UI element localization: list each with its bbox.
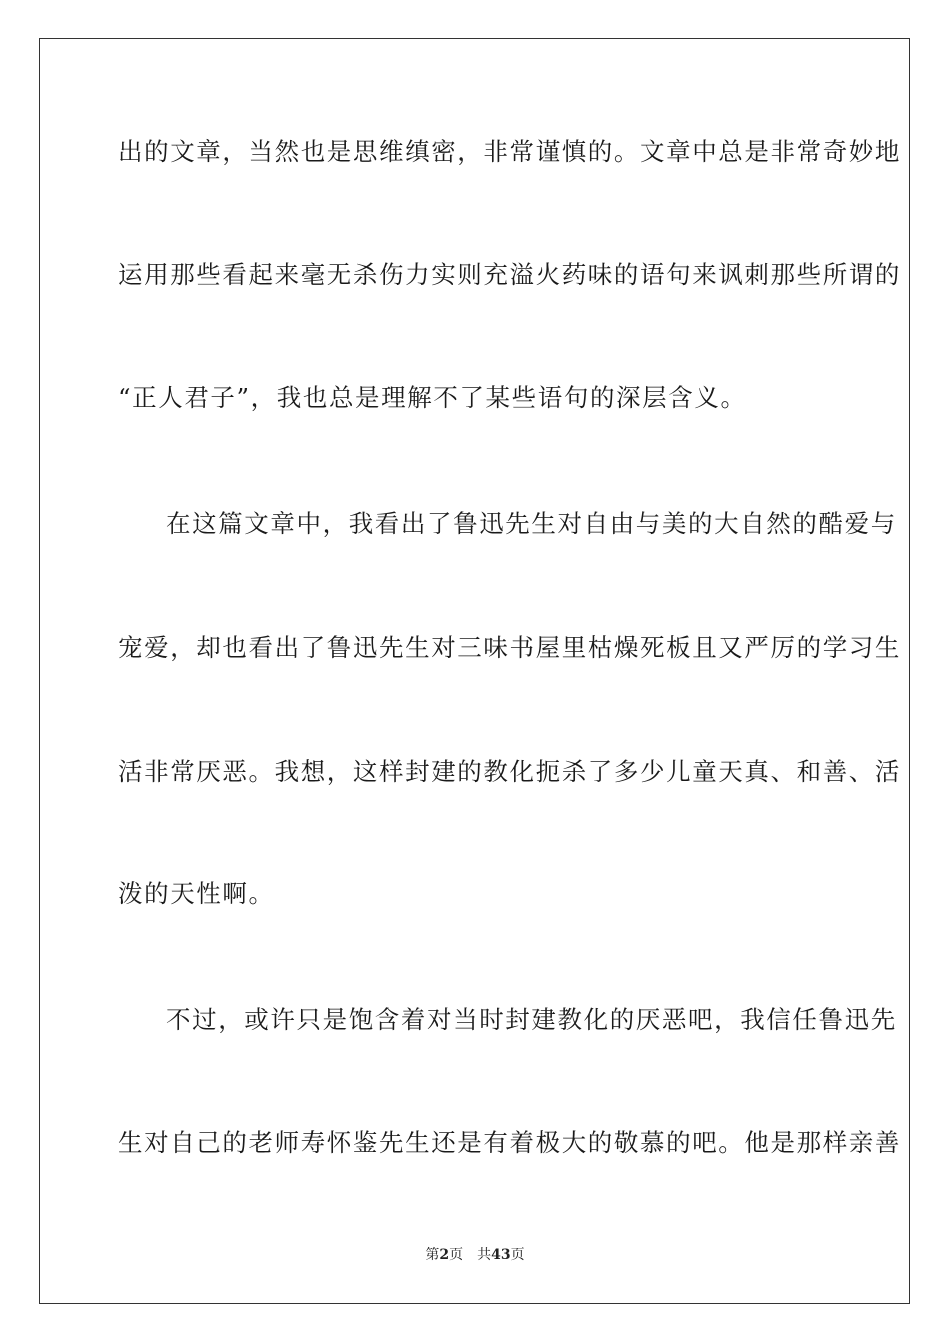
page-suffix: 页 <box>449 1247 464 1263</box>
text-line: 运用那些看起来毫无杀伤力实则充溢火药味的语句来讽刺那些所谓的 <box>118 260 901 289</box>
paragraph-first-line: 在这篇文章中，我看出了鲁迅先生对自由与美的大自然的酷爱与 <box>166 509 897 538</box>
total-prefix: 共 <box>477 1247 492 1263</box>
text-line: 泼的天性啊。 <box>118 879 275 908</box>
total-pages: 43 <box>491 1247 511 1263</box>
page-footer <box>0 1246 950 1264</box>
text-line: 活非常厌恶。我想，这样封建的教化扼杀了多少儿童天真、和善、活 <box>118 757 901 786</box>
paragraph-first-line: 不过，或许只是饱含着对当时封建教化的厌恶吧，我信任鲁迅先 <box>166 1005 897 1034</box>
text-line: 生对自己的老师寿怀鉴先生还是有着极大的敬慕的吧。他是那样亲善 <box>118 1128 901 1157</box>
total-suffix: 页 <box>510 1247 525 1263</box>
page-prefix: 第 <box>425 1247 440 1263</box>
page-border <box>39 38 910 1304</box>
text-line: 宠爱，却也看出了鲁迅先生对三味书屋里枯燥死板且又严厉的学习生 <box>118 633 901 662</box>
text-line: “正人君子”，我也总是理解不了某些语句的深层含义。 <box>118 383 747 412</box>
page-number: 2 <box>439 1247 450 1263</box>
text-line: 出的文章，当然也是思维缜密，非常谨慎的。文章中总是非常奇妙地 <box>118 137 901 166</box>
